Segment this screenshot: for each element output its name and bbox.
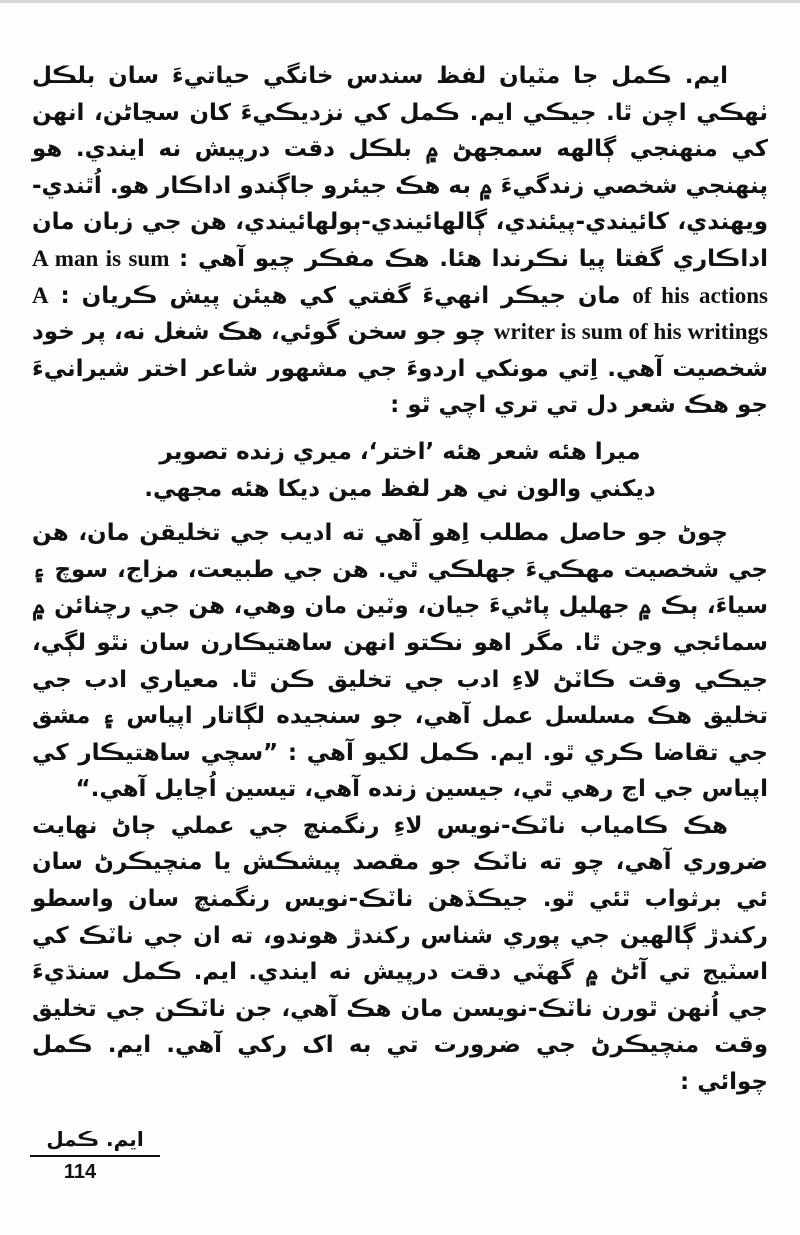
english-quote-writings: A writer is sum of his writings <box>32 282 768 345</box>
page-top-edge <box>0 0 800 3</box>
footer-rule <box>30 1155 160 1157</box>
paragraph-3: هڪ ڪامياب ناٽڪ-نويس لاءِ رنگمنچ جي عملي ڄاڻ نهايت ضروري آهي، چو ته ناٽڪ جو مقصد پيشڪش يا منچيڪرڻ سان ئي برثواب ٿئي ٿو. جيڪڏهن ناٽڪ-نويس رنگمنچ سان واسطو رکندڙ ڳالهين جي پوري شناس رکندڙ هوندو، ته ان جي ناٽڪ کي اسٽيج تي آڻڻ ۾ گهٽي دقت درپيش نه ايندي. ايم. ڪمل سنڌيءَ جي اُنهن ٿورن ناٽڪ-نويسن مان هڪ آهي، جن ناٽڪن جي تخليق وقت منچيڪرڻ جي ضرورت تي به اک رکي آهي. ايم. ڪمل چوائي : <box>32 812 768 1096</box>
english-quote-actions: A man is sum of his actions <box>32 245 768 308</box>
paragraph-1-text: ايم. ڪمل جا مٽيان لفظ سندس خانگي حياتيءَ سان بلڪل ٺهڪي اچن ٿا. جيڪي ايم. ڪمل کي نزديڪيءَ کان سڃاڻن، انهن کي منهنجي ڳالهه سمجهڻ ۾ بلڪل دقت درپيش نه ايندي. هو پنهنجي شخصي زندگيءَ ۾ به هڪ جيئرو جاڳندو اداڪار هو. اُٿندي-ويهندي، کائيندي-پيئندي، ڳالهائيندي-ٻولهائيندي، هن جي زبان مان اداڪاري گفتا پيا نڪرندا هئا. هڪ مفڪر چيو آهي : <box>32 63 768 272</box>
page-footer <box>30 1125 170 1184</box>
paragraph-2: چوڻ جو حاصل مطلب اِهو آهي ته اديب جي تخليقن مان، هن جي شخصيت مهڪيءَ جهلڪي ٿي. هن جي طبيعت، مزاج، سوچ ۽ سياءَ، ٻڪ ۾ جهليل پاڻيءَ جيان، وٽين مان وهي، هن جي رچنائن ۾ سمائجي وڃن ٿا. مگر اهو نڪتو انهن ساهتيڪارن سان نٿو لڳي، جيڪي وقت ڪاٽڻ لاءِ ادب جي تخليق ڪن ٿا. معياري ادب جي تخليق هڪ مسلسل عمل آهي، جو سنجيده لڳاتار اپياس ۽ مشق جي تقاضا ڪري ٿو. ايم. ڪمل لکيو آهي : ”سچي ساهتيڪار کي اپياس جي اڃ رهي ٿي، جيسين زنده آهي، تيسين اُڃايل آهي.“ <box>32 520 768 803</box>
poem-couplet <box>32 434 768 507</box>
poem-line-2: ديکني والون ني هر لفظ مين ديکا هئه مجهي. <box>144 475 656 502</box>
paragraph-1 <box>32 58 768 424</box>
paragraph-1-continued: مان جيڪر انهيءَ گفتي کي هيئن پيش ڪريان : <box>48 282 633 309</box>
paragraph-1-ending: چو جو سخن گوئي، هڪ شغل نه، پر خود شخصيت آهي. اِتي مونکي اردوءَ جي مشهور شاعر اختر شيرانيءَ جو هڪ شعر دل تي تري اچي ٿو : <box>32 319 768 419</box>
page-number: 114 <box>63 1161 97 1183</box>
body-text <box>32 58 768 1101</box>
poem-line-1: ميرا هئه شعر هئه ’اختر‘، ميري زنده تصوير <box>159 438 641 465</box>
footer-running-title: ايم. ڪمل <box>46 1127 144 1151</box>
